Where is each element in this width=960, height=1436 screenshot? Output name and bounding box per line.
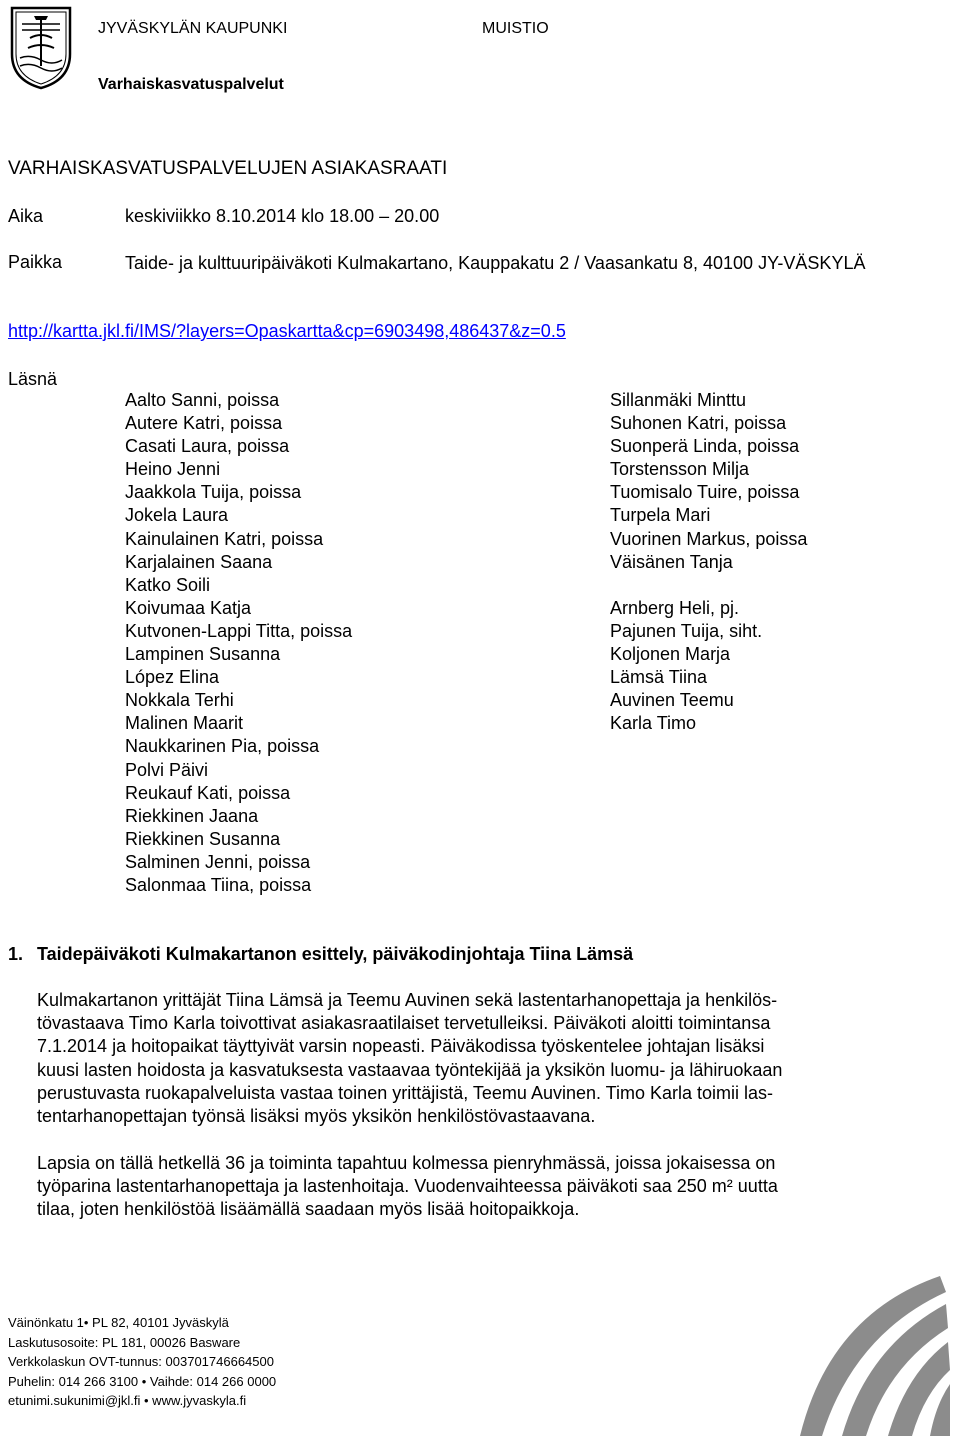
attendee-name: Jaakkola Tuija, poissa: [125, 482, 302, 503]
attendee-name: Salminen Jenni, poissa: [125, 851, 311, 872]
attendee-name: Katko Soili: [125, 574, 211, 595]
time-value: keskiviikko 8.10.2014 klo 18.00 – 20.00: [125, 206, 440, 226]
map-link[interactable]: http://kartta.jkl.fi/IMS/?layers=Opaskartta&cp=6903498,486437&z=0.5: [8, 321, 566, 341]
paragraph-line: tentarhanopettajan työnsä lisäksi myös yksikön henkilöstövastaavana.: [37, 1106, 596, 1127]
footer-contact: [8, 1313, 276, 1411]
place-value: Taide- ja kulttuuripäiväkoti Kulmakartano, Kauppakatu 2 / Vaasankatu 8, 40100 JY-VÄSKYLÄ: [125, 253, 866, 273]
attendee-list-right: [610, 389, 807, 574]
attendee-name: Autere Katri, poissa: [125, 413, 283, 434]
attendee-name: Reukauf Kati, poissa: [125, 782, 291, 803]
footer-phone: Puhelin: 014 266 3100 • Vaihde: 014 266 0000: [8, 1373, 277, 1389]
paragraph-line: 7.1.2014 ja hoitopaikat täyttyivät varsin nopeasti. Päiväkodissa työskentelee johtajan lisäksi: [37, 1036, 765, 1057]
footer-address: Väinönkatu 1• PL 82, 40101 Jyväskylä: [8, 1315, 229, 1330]
staff-name: Auvinen Teemu: [610, 690, 734, 711]
footer-web: etunimi.sukunimi@jkl.fi • www.jyvaskyla.fi: [8, 1393, 247, 1409]
attendee-name: Riekkinen Susanna: [125, 828, 281, 849]
city-swoosh-logo-icon: [790, 1274, 950, 1436]
staff-name: Arnberg Heli, pj.: [610, 598, 740, 618]
document-title: VARHAISKASVATUSPALVELUJEN ASIAKASRAATI: [8, 158, 448, 179]
attendee-name: Torstensson Milja: [610, 459, 750, 480]
attendee-name: Jokela Laura: [125, 505, 229, 526]
attendee-name: Salonmaa Tiina, poissa: [125, 874, 312, 895]
paragraph-line: perustuvasta ruokapalveluista vastaa toinen yrittäjistä, Teemu Auvinen. Timo Karla toimii las-: [37, 1082, 774, 1103]
present-label: Läsnä: [8, 369, 58, 389]
staff-list: [610, 597, 762, 736]
attendee-name: Malinen Maarit: [125, 713, 244, 734]
attendee-name: Vuorinen Markus, poissa: [610, 528, 808, 549]
attendee-name: Polvi Päivi: [125, 759, 209, 780]
staff-name: Pajunen Tuija, siht.: [610, 621, 763, 642]
attendee-name: Suonperä Linda, poissa: [610, 436, 800, 457]
attendee-name: Riekkinen Jaana: [125, 805, 259, 826]
attendee-name: Tuomisalo Tuire, poissa: [610, 482, 800, 503]
attendee-name: Nokkala Terhi: [125, 690, 234, 711]
attendee-name: López Elina: [125, 667, 220, 688]
attendee-name: Turpela Mari: [610, 505, 711, 526]
footer-ovt: Verkkolaskun OVT-tunnus: 003701746664500: [8, 1354, 274, 1370]
attendee-name: Heino Jenni: [125, 459, 221, 480]
attendee-name: Lampinen Susanna: [125, 644, 281, 665]
paragraph-line: tilaa, joten henkilöstöä lisäämällä saadaan myös lisää hoitopaikkoja.: [37, 1199, 580, 1220]
attendee-name: Casati Laura, poissa: [125, 436, 290, 457]
attendee-name: Karjalainen Saana: [125, 551, 273, 572]
attendee-name: Väisänen Tanja: [610, 551, 733, 572]
attendee-list-left: [125, 389, 352, 897]
section-number: 1.: [8, 944, 24, 964]
attendee-name: Aalto Sanni, poissa: [125, 390, 280, 410]
staff-name: Karla Timo: [610, 713, 697, 734]
attendee-name: Sillanmäki Minttu: [610, 390, 747, 410]
paragraph-line: työparina lastentarhanopettaja ja lastenhoitaja. Vuodenvaihteessa päiväkoti saa 250 m² uutta: [37, 1176, 778, 1197]
staff-name: Koljonen Marja: [610, 644, 731, 665]
document-type: MUISTIO: [482, 20, 549, 37]
paragraph-line: tövastaava Timo Karla toivottivat asiakasraatilaiset tervetulleiksi. Päiväkoti aloitti toimintansa: [37, 1013, 771, 1034]
department-name: Varhaiskasvatuspalvelut: [98, 76, 284, 93]
staff-name: Lämsä Tiina: [610, 667, 708, 688]
place-label: Paikka: [8, 252, 63, 272]
attendee-name: Suhonen Katri, poissa: [610, 413, 787, 434]
section-heading: Taidepäiväkoti Kulmakartanon esittely, päiväkodinjohtaja Tiina Lämsä: [37, 944, 634, 964]
paragraph-line: kuusi lasten hoidosta ja kasvatuksesta vastaavaa työntekijää ja yksikön luomu- ja lähiruokaan: [37, 1059, 783, 1080]
paragraph-line: Kulmakartanon yrittäjät Tiina Lämsä ja Teemu Auvinen sekä lastentarhanopettaja ja henkilös-: [37, 990, 778, 1010]
coat-of-arms-icon: [8, 4, 74, 90]
paragraph-children: [37, 1152, 875, 1222]
paragraph-line: Lapsia on tällä hetkellä 36 ja toiminta tapahtuu kolmessa pienryhmässä, joissa jokaisessa on: [37, 1153, 776, 1173]
attendee-name: Kutvonen-Lappi Titta, poissa: [125, 620, 353, 641]
footer-billing: Laskutusosoite: PL 181, 00026 Basware: [8, 1334, 241, 1350]
time-label: Aika: [8, 206, 44, 226]
organization-name: JYVÄSKYLÄN KAUPUNKI: [98, 20, 288, 37]
attendee-name: Koivumaa Katja: [125, 597, 252, 618]
attendee-name: Naukkarinen Pia, poissa: [125, 736, 320, 757]
paragraph-intro: [37, 989, 875, 1128]
attendee-name: Kainulainen Katri, poissa: [125, 528, 324, 549]
